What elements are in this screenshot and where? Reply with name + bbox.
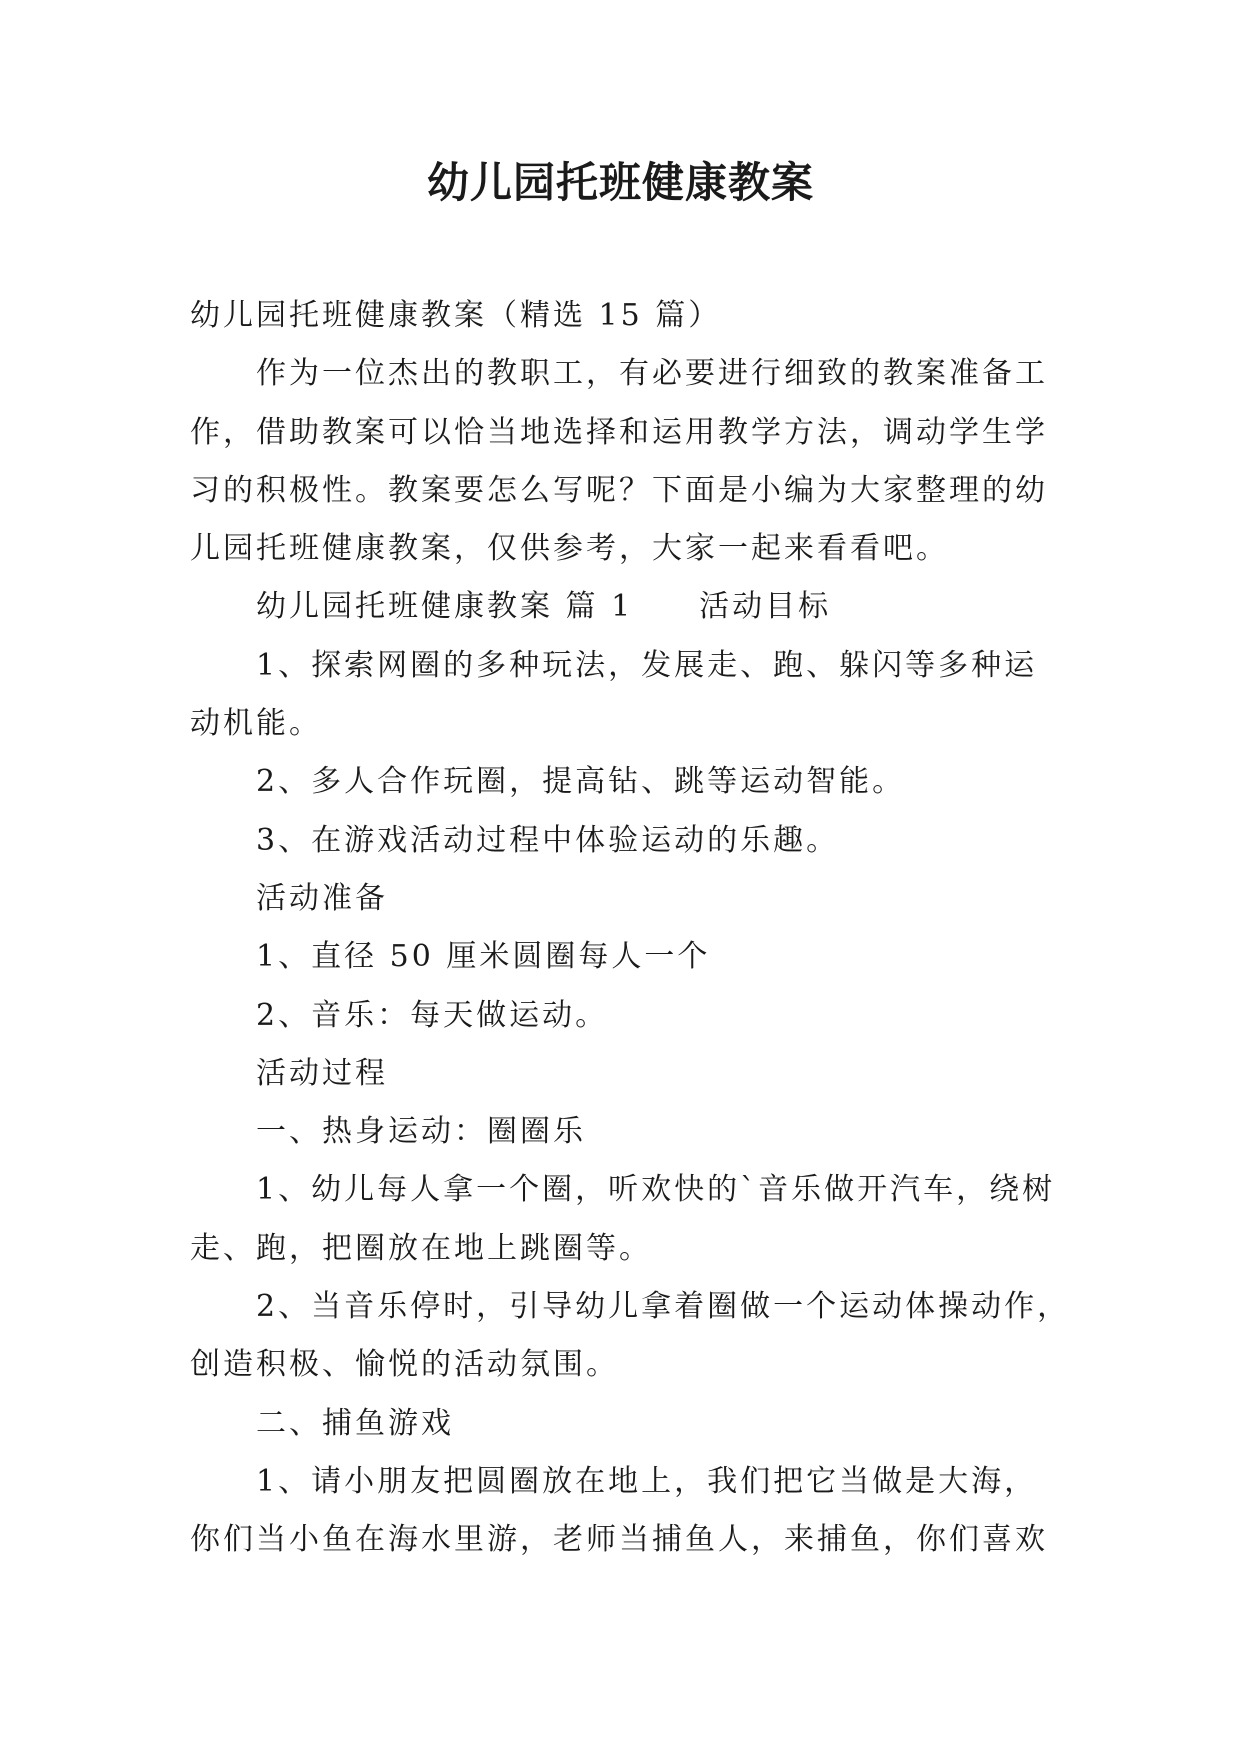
subheading-line: 一、热身运动：圈圈乐 [256,1114,586,1150]
section-heading-line: 幼儿园托班健康教案 篇 1 活动目标 [256,589,832,625]
text-line: 儿园托班健康教案，仅供参考，大家一起来看看吧。 [190,531,949,567]
text-line: 作，借助教案可以恰当地选择和运用教学方法，调动学生学 [190,414,1048,450]
text-line: 1、直径 50 厘米圆圈每人一个 [256,939,711,975]
text-line: 习的积极性。教案要怎么写呢？下面是小编为大家整理的幼 [190,472,1048,508]
text-line: 幼儿园托班健康教案（精选 15 篇） [190,298,722,333]
text-line: 走、跑，把圈放在地上跳圈等。 [190,1230,652,1266]
text-line: 1、幼儿每人拿一个圈，听欢快的`音乐做开汽车，绕树 [256,1172,1056,1208]
subheading-line: 活动过程 [256,1055,388,1091]
text-line: 你们当小鱼在海水里游，老师当捕鱼人，来捕鱼，你们喜欢 [190,1522,1048,1558]
text-line: 1、探索网圈的多种玩法，发展走、跑、躲闪等多种运 [256,647,1038,683]
text-line: 2、当音乐停时，引导幼儿拿着圈做一个运动体操动作， [256,1289,1071,1325]
text-line: 动机能。 [190,706,322,742]
subheading-line: 活动准备 [256,880,388,916]
text-line: 1、请小朋友把圆圈放在地上，我们把它当做是大海， [256,1463,1038,1499]
text-line: 2、多人合作玩圈，提高钻、跳等运动智能。 [256,764,906,800]
document-title: 幼儿园托班健康教案 [426,158,814,207]
text-line: 作为一位杰出的教职工，有必要进行细致的教案准备工 [256,356,1048,392]
text-line: 2、音乐：每天做运动。 [256,997,609,1033]
text-line: 3、在游戏活动过程中体验运动的乐趣。 [256,822,840,858]
text-line: 创造积极、愉悦的活动氛围。 [190,1347,619,1383]
subheading-line: 二、捕鱼游戏 [256,1405,454,1441]
document-body [190,287,1070,1570]
